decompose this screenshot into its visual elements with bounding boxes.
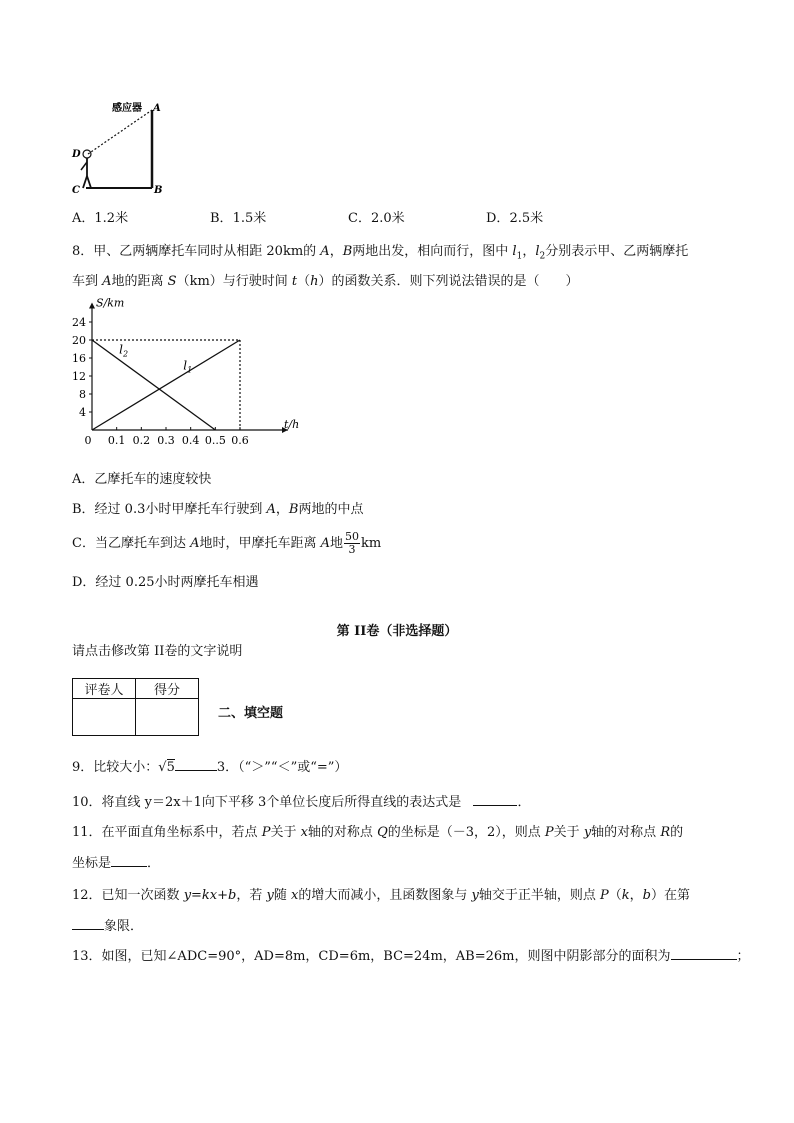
person-leg-left xyxy=(83,176,87,188)
series-line-l1 xyxy=(92,340,240,430)
q8-option-a: A．乙摩托车的速度较快 xyxy=(72,472,212,487)
q12-answer-blank[interactable] xyxy=(72,917,104,930)
q8-option-c: C．当乙摩托车到达 A地时，甲摩托车距离 A地 $\frac{50}{3}$ km xyxy=(72,530,382,556)
figure-label-c: C xyxy=(72,185,80,196)
y-tick-label: 8 xyxy=(79,388,86,401)
q9-answer-blank[interactable] xyxy=(175,758,217,771)
person-leg-right xyxy=(87,176,91,188)
section-note: 请点击修改第 II卷的文字说明 xyxy=(72,644,243,659)
q9-text: 9．比较大小：√5 3．（“＞”“＜”或“=”） xyxy=(72,760,348,775)
x-axis-label: t/h xyxy=(284,418,300,431)
series-label-l1: $l_1$ xyxy=(183,358,193,375)
q11-line-1: 11．在平面直角坐标系中，若点 P关于 x轴的对称点 Q的坐标是（－3，2），则点 P关于 y轴的对称点 R的 xyxy=(72,825,684,840)
q7-option-d: D．2.5米 xyxy=(486,211,544,226)
y-tick-label: 20 xyxy=(72,334,86,347)
q7-option-a: A．1.2米 xyxy=(72,211,129,226)
q12-line-2: 象限． xyxy=(72,915,143,934)
y-tick-label: 24 xyxy=(72,316,86,329)
y-axis-arrow xyxy=(89,303,95,309)
x-tick-label: 0.3 xyxy=(157,434,175,447)
x-tick-label: 0.1 xyxy=(107,434,126,447)
figure-label-b: B xyxy=(154,185,163,196)
y-axis-label: S/km xyxy=(96,296,125,310)
section-heading: 二、填空题 xyxy=(218,706,284,721)
x-tick-label: 0.4 xyxy=(181,434,200,447)
score-table xyxy=(72,678,199,736)
fraction-50-3: $\frac{50}{3}$ xyxy=(345,530,360,556)
figure-label-sensor: 感应器 xyxy=(112,103,142,114)
y-tick-label: 12 xyxy=(72,370,86,383)
q8-line-2: 车到 A地的距离 S（km）与行驶时间 t（h）的函数关系．则下列说法错误的是（ ） xyxy=(72,274,579,289)
q8-option-d: D．经过 0.25小时两摩托车相遇 xyxy=(72,575,259,590)
q8-option-b: B．经过 0.3小时甲摩托车行驶到 A，B两地的中点 xyxy=(72,502,364,517)
sensor-figure xyxy=(70,98,170,194)
person-head xyxy=(83,150,91,158)
q12-line-1: 12．已知一次函数 y=kx+b，若 y随 x的增大而减小，且函数图象与 y轴交于正半轴，则点 P（k，b）在第 xyxy=(72,888,690,903)
q7-option-b: B．1.5米 xyxy=(210,211,267,226)
grader-header: 评卷人 xyxy=(73,679,136,699)
sight-line xyxy=(88,110,152,154)
sqrt-symbol: √ xyxy=(158,760,167,775)
x-tick-label: 0..5 xyxy=(204,434,226,447)
grader-cell[interactable] xyxy=(73,699,136,736)
series-line-l2 xyxy=(92,340,215,430)
x-tick-label: 0.2 xyxy=(132,434,151,447)
q10-answer-blank[interactable] xyxy=(473,793,517,806)
q8-line-1: 8．甲、乙两辆摩托车同时从相距 20km的 A，B两地出发，相向而行，图中 $l_1$，$l_2$分别表示甲、乙两辆摩托 xyxy=(72,244,689,262)
q13-text: 13．如图，已知∠ADC=90°，AD=8m，CD=6m，BC=24m，AB=26m，则图中阴影部分的面积为 ； xyxy=(72,949,750,964)
q13-answer-blank[interactable] xyxy=(671,947,737,960)
q11-line-2: 坐标是 ． xyxy=(72,856,161,871)
distance-time-chart xyxy=(60,296,300,456)
figure-label-a: A xyxy=(153,103,161,114)
person-arm xyxy=(81,162,87,170)
score-header: 得分 xyxy=(136,679,199,699)
score-cell[interactable] xyxy=(136,699,199,736)
y-tick-label: 4 xyxy=(79,406,86,419)
origin-label: 0 xyxy=(84,434,92,447)
y-tick-label: 16 xyxy=(72,352,86,365)
section-title: 第 II卷（非选择题） xyxy=(336,624,458,639)
x-tick-label: 0.6 xyxy=(231,434,249,447)
q11-answer-blank[interactable] xyxy=(111,854,147,867)
series-label-l2: $l_2$ xyxy=(119,342,129,359)
figure-label-d: D xyxy=(72,149,81,160)
q10-text: 10．将直线 y＝2x＋1向下平移 3个单位长度后所得直线的表达式是 ． xyxy=(72,795,531,810)
q7-option-c: C．2.0米 xyxy=(348,211,405,226)
